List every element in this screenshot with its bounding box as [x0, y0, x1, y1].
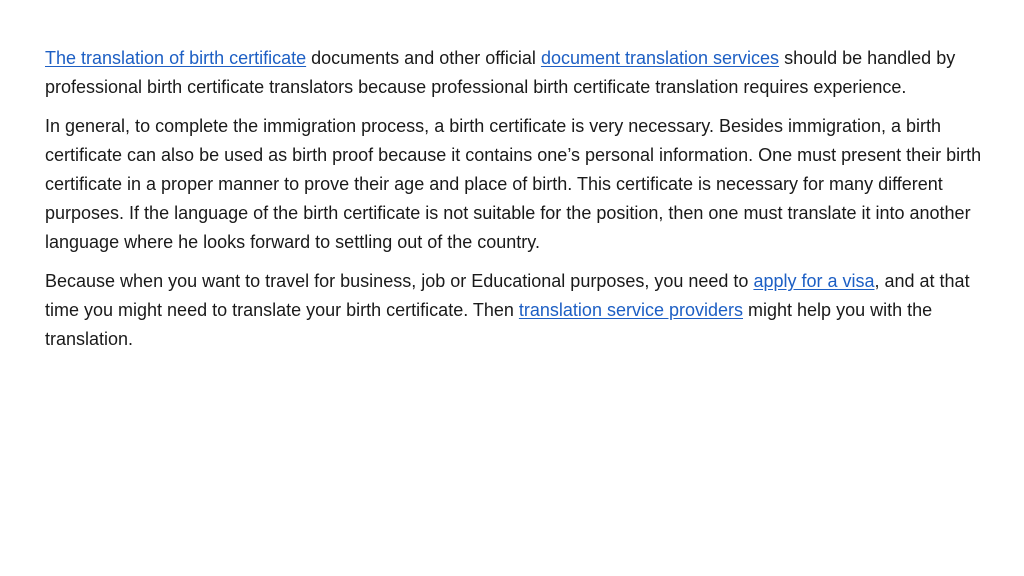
paragraph-text: might help you with the translation.: [45, 300, 933, 349]
paragraph-immigration: [45, 112, 984, 257]
paragraph-text: should be handled by professional birth certificate translators because professional birth certificate translation requires experience.: [45, 48, 956, 97]
paragraph-text: In general, to complete the immigration process, a birth certificate is very necessary. Besides immigration, a birth certificate can also be used as birth proof because it contains one’s personal information. One must present their birth certificate in a proper manner to prove their age and place of birth. This certificate is necessary for many different purposes. If the language of the birth certificate is not suitable for the position, then one must translate it into another language where he looks forward to settling out of the country.: [45, 116, 982, 252]
paragraph-text: , and at that time you might need to translate your birth certificate. Then: [45, 271, 970, 320]
paragraph-travel: [45, 267, 984, 354]
link-apply-for-a-visa[interactable]: apply for a visa: [753, 271, 875, 291]
link-document-translation-services[interactable]: document translation services: [540, 48, 780, 68]
link-translation-service-providers[interactable]: translation service providers: [518, 300, 744, 320]
paragraph-intro: [45, 44, 984, 102]
paragraph-text: Because when you want to travel for business, job or Educational purposes, you need to: [45, 271, 754, 291]
paragraph-text: documents and other official: [306, 48, 541, 68]
link-translation-of-birth-certificate[interactable]: The translation of birth certificate: [45, 48, 307, 68]
